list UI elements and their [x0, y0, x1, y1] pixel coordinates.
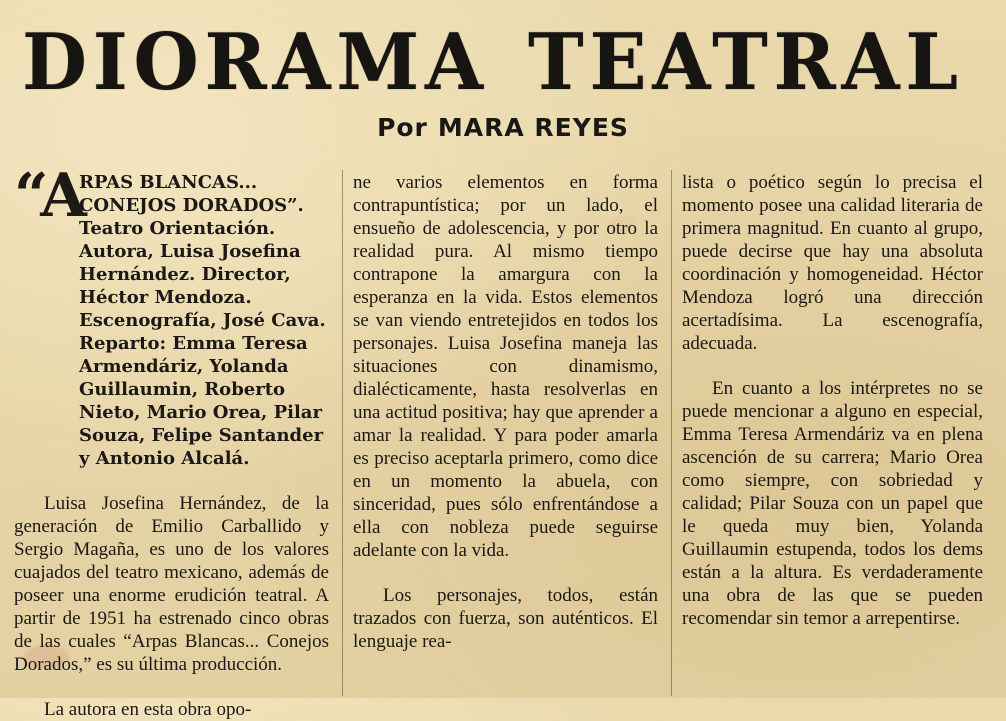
article-column-2 — [353, 171, 658, 653]
article-column-1 — [14, 161, 329, 721]
title-word-teatral: TEATRAL — [528, 17, 964, 108]
column-divider — [671, 170, 672, 696]
article-paragraph: Los personajes, todos, están trazados con fuerza, son auténticos. El lenguaje rea- — [353, 585, 658, 652]
article-paragraph: Luisa Josefina Hernández, de la generación de Emilio Carballido y Sergio Magaña, es uno de los valores cuajados del teatro mexicano, además de poseer una enorme erudición teatral. A partir de 1951 ha estrenado cinco obras de las cuales “Arpas Blancas... Conejos Dorados,” es su última producción. — [14, 493, 329, 675]
drop-cap: “A — [14, 161, 87, 231]
lead-paragraph — [14, 161, 329, 470]
article-paragraph: ne varios elementos en forma contrapuntística; por un lado, el ensueño de adolescencia, y por otro la realidad pura. Al mismo tiempo contrapone la amargura con la esperanza en la vida. Estos elementos se van viendo entretejidos en todos los personajes. Luisa Josefina maneja las situaciones con dinamismo, dialécticamente, hasta resolverlas en una actitud positiva; hay que aprender a amar la realidad. Y para poder amarla es preciso aceptarla primero, como dice en un momento la abuela, con sinceridad, pues sólo enfrentándose a ella con nobleza puede seguirse adelante con la vida. — [353, 172, 658, 561]
lead-credits: RPAS BLANCAS... CONEJOS DORADOS”. Teatro Orientación. Autora, Luisa Josefina Hernández. Director, Héctor Mendoza. Escenografía, José Cava. Reparto: Emma Teresa Armendáriz, Yolanda Guillaumin, Roberto Nieto, Mario Orea, Pilar Souza, Felipe Santander y Antonio Alcalá. — [79, 172, 326, 469]
article-paragraph: lista o poético según lo precisa el momento posee una calidad literaria de primera magnitud. En cuanto al grupo, puede decirse que hay una absoluta coordinación y homogeneidad. Héctor Mendoza logró una dirección acertadísima. La escenografía, adecuada. — [682, 172, 983, 354]
byline-prefix: Por — [377, 113, 428, 142]
article-masthead — [22, 17, 982, 108]
article-paragraph: La autora en esta obra opo- — [44, 699, 252, 720]
title-word-diorama: DIORAMA — [22, 17, 489, 108]
author-name: MARA REYES — [437, 113, 629, 142]
article-column-3 — [682, 171, 983, 630]
byline — [0, 113, 1006, 142]
column-divider — [342, 170, 343, 696]
article-paragraph: En cuanto a los intérpretes no se puede mencionar a alguno en especial, Emma Teresa Armendáriz va en plena ascención de su carrera; Mario Orea como siempre, con sobriedad y calidad; Pilar Souza con un papel que le queda muy bien, Yolanda Guillaumin estupenda, todos los dems están a la altura. Es verdaderamente una obra de las que se pueden recomendar sin temor a arrepentirse. — [682, 378, 983, 629]
